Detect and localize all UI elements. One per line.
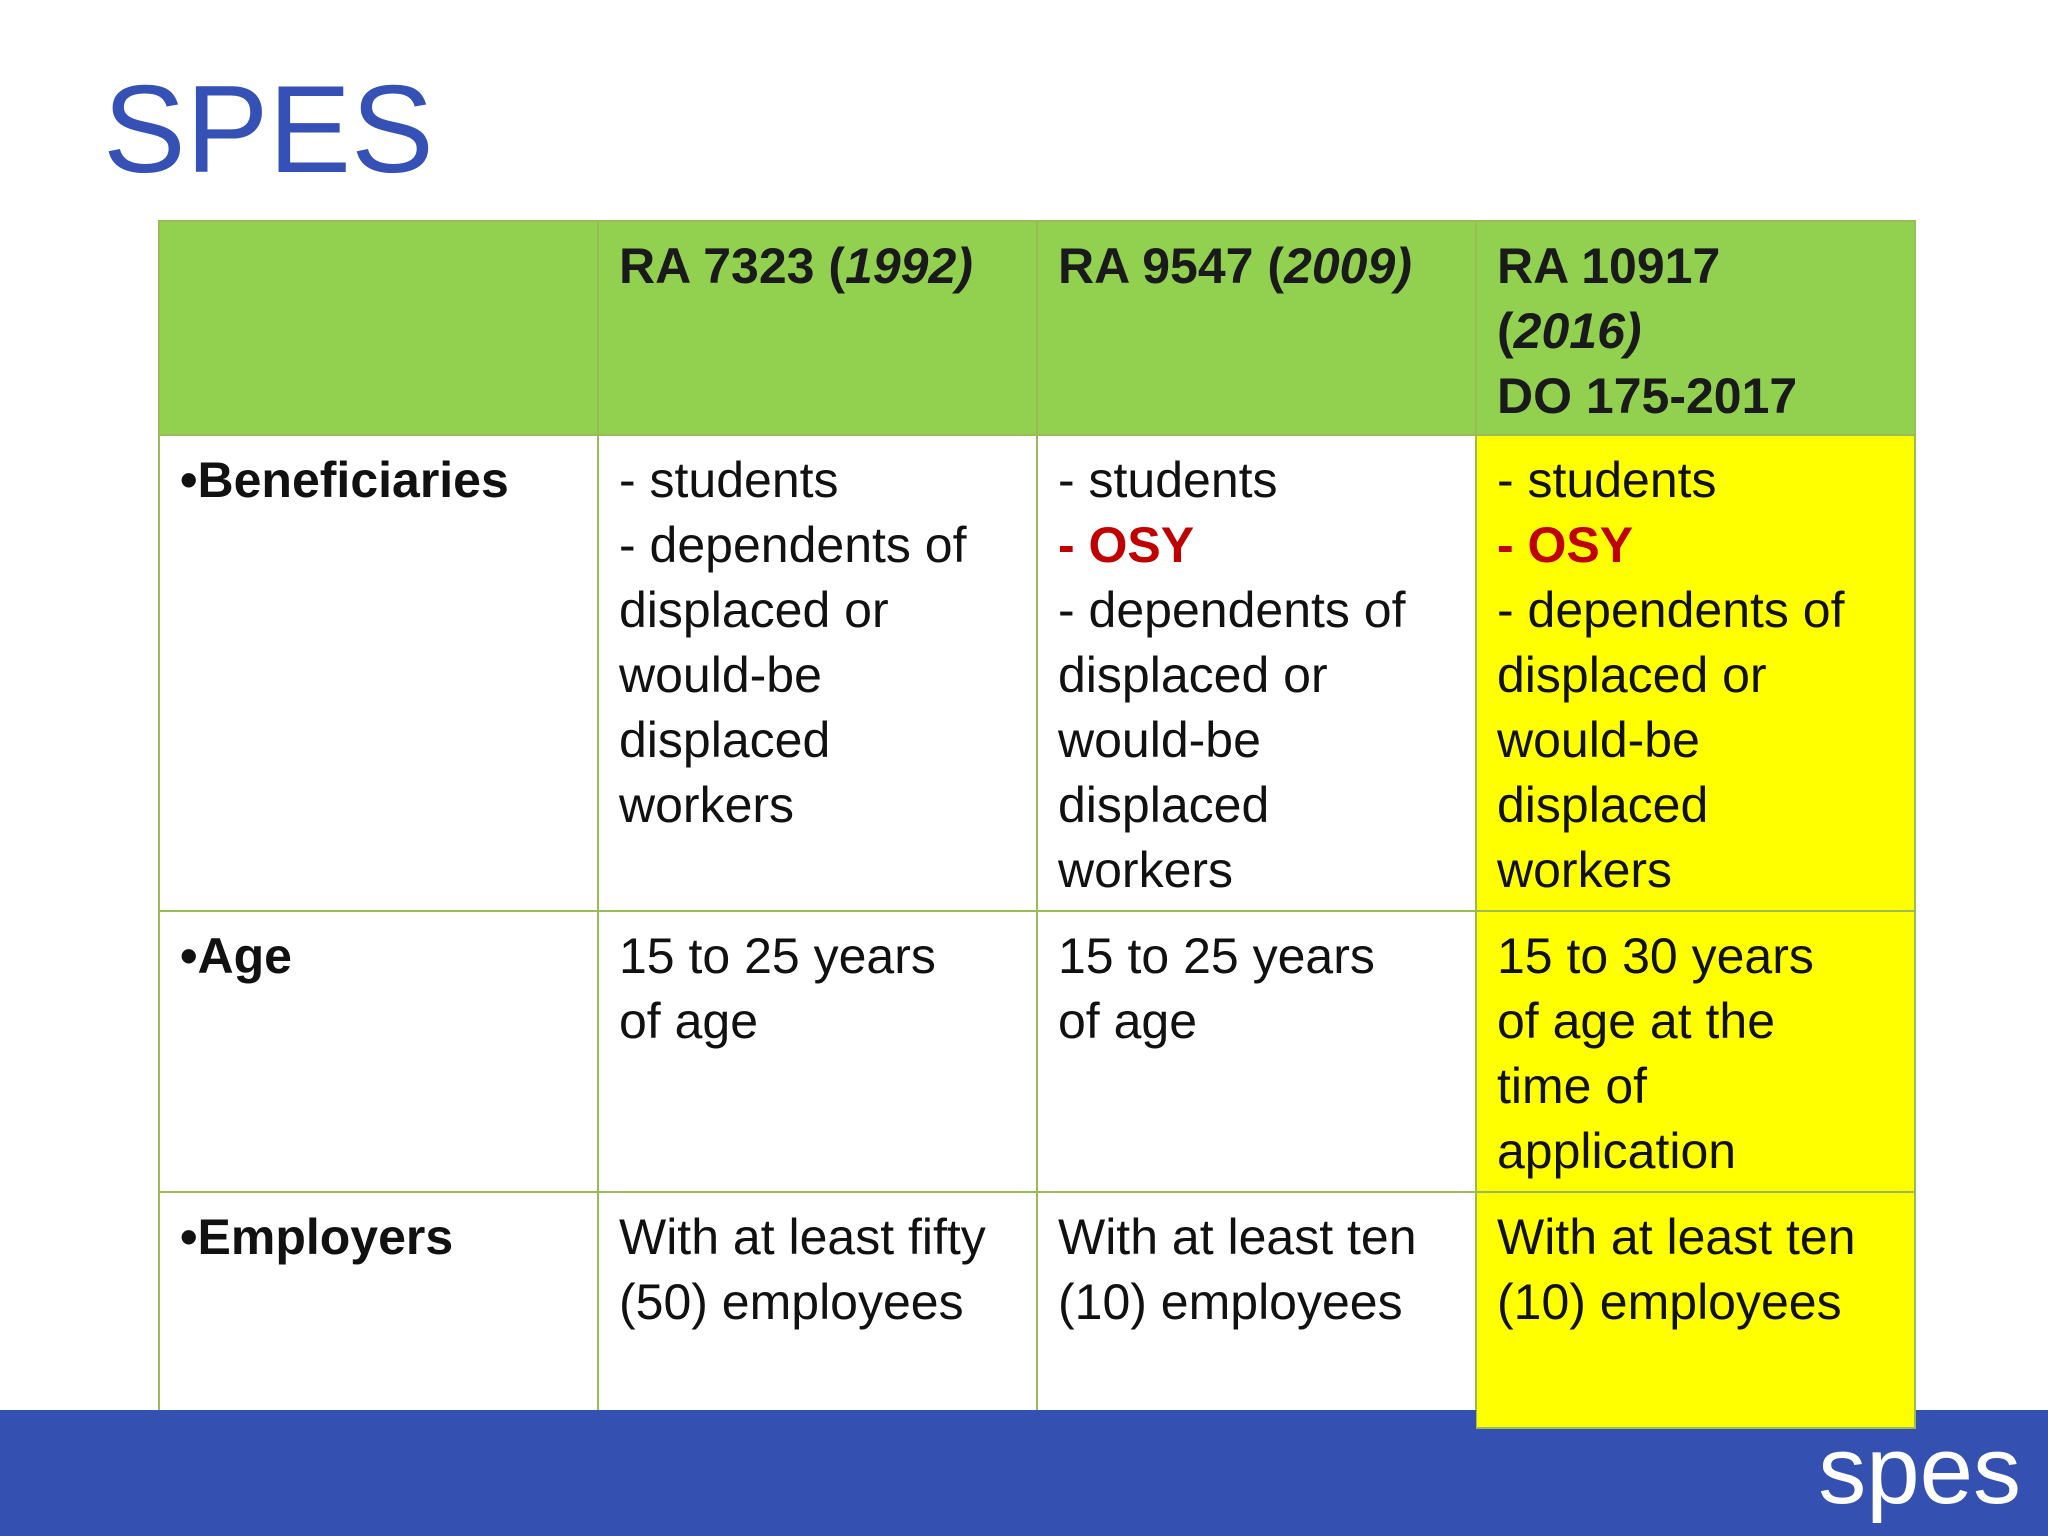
table-row-beneficiaries: [159, 435, 1915, 911]
row-label-age: •Age: [159, 911, 598, 1192]
header-cell-ra-7323: RA 7323 (1992): [598, 221, 1037, 435]
footer-band-overlap: [158, 1410, 1476, 1434]
osy-highlight: - OSY: [1497, 517, 1634, 573]
cell-age-ra-9547: 15 to 25 years of age: [1037, 911, 1476, 1192]
cell-age-ra-10917: 15 to 30 years of age at the time of application: [1476, 911, 1915, 1192]
slide-title: SPES: [103, 61, 434, 199]
table-header-row: [159, 221, 1915, 435]
cell-beneficiaries-ra-9547: - students - OSY - dependents of displaced or would-be displaced workers: [1037, 435, 1476, 911]
cell-employers-ra-7323: With at least fifty (50) employees: [598, 1192, 1037, 1428]
footer-logo: spes: [1818, 1417, 2021, 1524]
osy-highlight: - OSY: [1058, 517, 1195, 573]
comparison-table: [158, 220, 1916, 1429]
cell-beneficiaries-ra-10917: - students - OSY - dependents of displaced or would-be displaced workers: [1476, 435, 1915, 911]
row-label-employers: •Employers: [159, 1192, 598, 1428]
table-row-employers: [159, 1192, 1915, 1428]
cell-age-ra-7323: 15 to 25 years of age: [598, 911, 1037, 1192]
cell-beneficiaries-ra-7323: - students - dependents of displaced or would-be displaced workers: [598, 435, 1037, 911]
header-cell-empty: [159, 221, 598, 435]
cell-employers-ra-10917: With at least ten (10) employees: [1476, 1192, 1915, 1428]
header-cell-ra-10917: RA 10917 (2016) DO 175-2017: [1476, 221, 1915, 435]
table-row-age: [159, 911, 1915, 1192]
header-cell-ra-9547: RA 9547 (2009): [1037, 221, 1476, 435]
row-label-beneficiaries: •Beneficiaries: [159, 435, 598, 911]
cell-employers-ra-9547: With at least ten (10) employees: [1037, 1192, 1476, 1428]
